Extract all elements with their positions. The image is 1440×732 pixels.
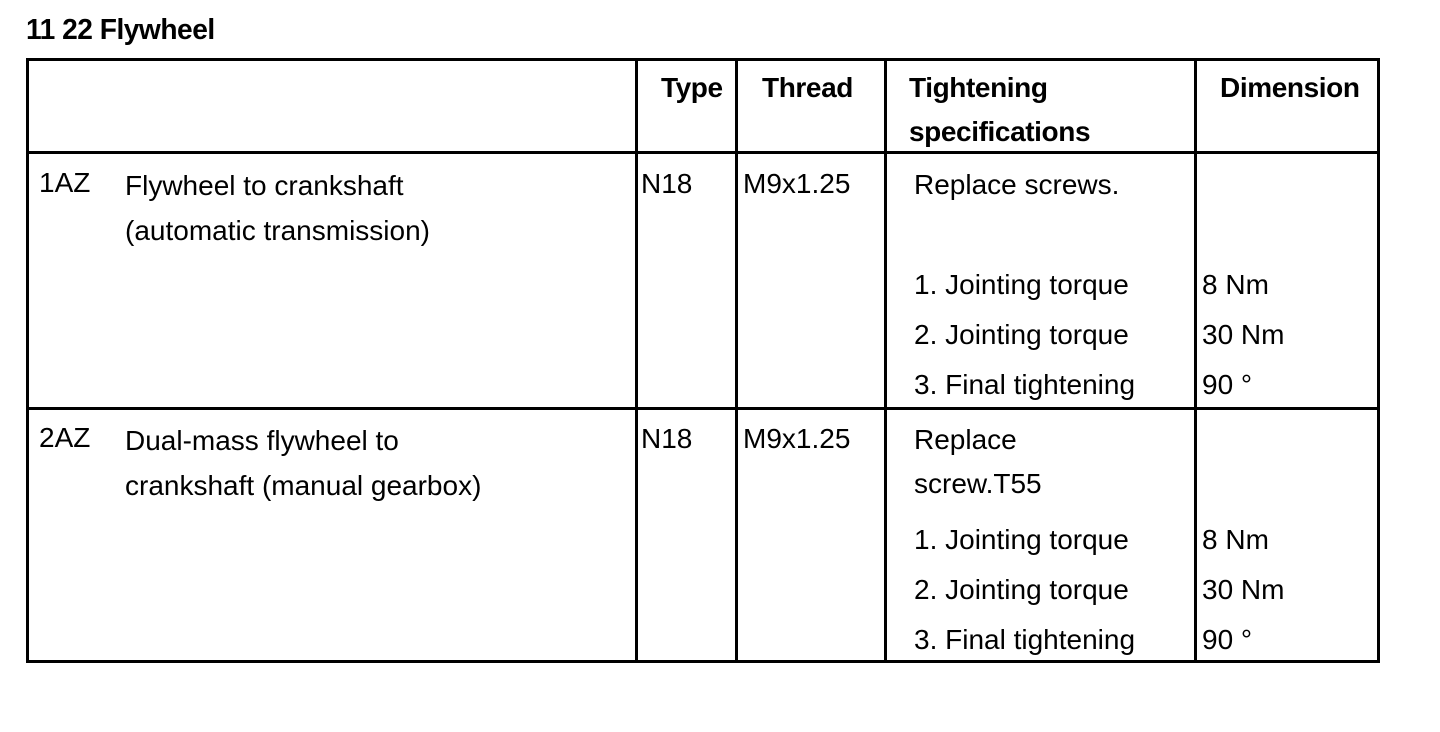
row-note-line2: screw.T55 <box>914 468 1042 499</box>
row-note-line1: Replace <box>914 424 1017 455</box>
row-description-line1: Dual-mass flywheel to <box>125 425 399 456</box>
row-description-line2: crankshaft (manual gearbox) <box>125 470 482 501</box>
row-description-line2: (automatic transmission) <box>125 215 430 246</box>
row-note-line1: Replace screws. <box>914 169 1120 200</box>
step-value: 8 Nm <box>1202 524 1269 555</box>
header-dimension: Dimension <box>1220 72 1360 103</box>
row-id: 2AZ <box>39 422 91 453</box>
header-tightening-line1: Tightening <box>909 72 1048 103</box>
step-label: 3. Final tightening <box>914 624 1136 655</box>
row-type: N18 <box>641 423 693 454</box>
spec-table <box>26 58 1380 663</box>
row-description-line1: Flywheel to crankshaft <box>125 170 404 201</box>
step-value: 8 Nm <box>1202 269 1269 300</box>
row-type: N18 <box>641 168 693 199</box>
row-thread: M9x1.25 <box>743 423 851 454</box>
header-thread: Thread <box>762 72 853 103</box>
page-title: 11 22 Flywheel <box>26 14 215 46</box>
row-divider <box>29 407 1377 410</box>
step-value: 30 Nm <box>1202 574 1285 605</box>
step-label: 3. Final tightening <box>914 369 1136 400</box>
step-value: 90 ° <box>1202 624 1253 655</box>
header-tightening-line2: specifications <box>909 116 1091 147</box>
step-value: 90 ° <box>1202 369 1253 400</box>
step-label: 1. Jointing torque <box>914 269 1129 300</box>
step-label: 2. Jointing torque <box>914 574 1129 605</box>
step-label: 1. Jointing torque <box>914 524 1129 555</box>
row-divider <box>29 151 1377 154</box>
step-label: 2. Jointing torque <box>914 319 1129 350</box>
row-id: 1AZ <box>39 167 91 198</box>
row-thread: M9x1.25 <box>743 168 851 199</box>
step-value: 30 Nm <box>1202 319 1285 350</box>
header-type: Type <box>661 72 723 103</box>
